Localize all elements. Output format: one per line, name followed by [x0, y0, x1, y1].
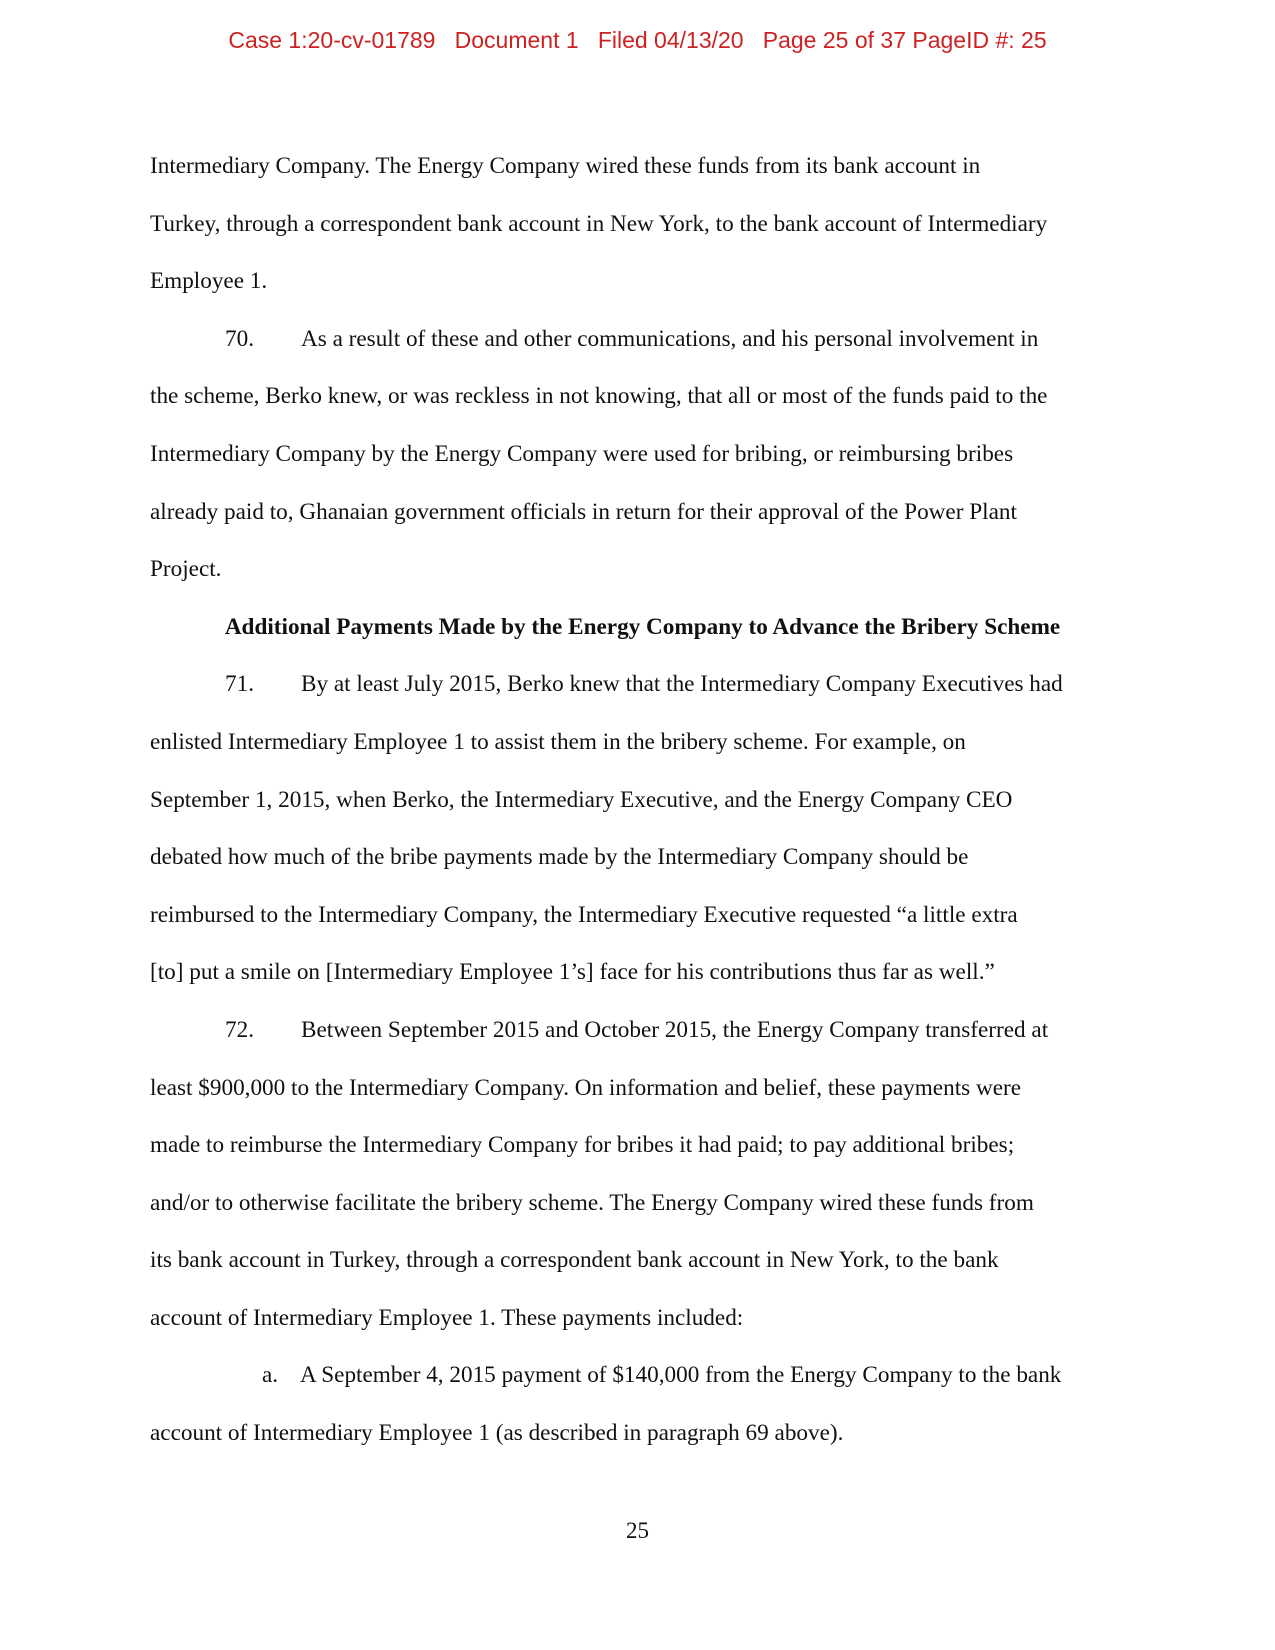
text-line: Between September 2015 and October 2015, the Energy Company transferred at [301, 1016, 1049, 1043]
paragraph-number: 71. [225, 671, 254, 698]
document-body [150, 138, 1135, 1463]
section-heading: Additional Payments Made by the Energy Company to Advance the Bribery Scheme [224, 613, 1061, 640]
text-line: Employee 1. [150, 268, 268, 295]
text-line: A September 4, 2015 payment of $140,000 from the Energy Company to the bank [300, 1362, 1062, 1389]
paragraph-first-line [150, 1002, 1135, 1060]
text-line: least $900,000 to the Intermediary Company. On information and belief, these payments were [150, 1074, 1022, 1101]
list-item-first-line [150, 1347, 1135, 1405]
text-line: reimbursed to the Intermediary Company, the Intermediary Executive requested “a little extra [150, 901, 1018, 928]
paragraph-first-line [150, 311, 1135, 369]
paragraph-number: 70. [225, 325, 254, 352]
text-line: the scheme, Berko knew, or was reckless in not knowing, that all or most of the funds paid to the [150, 383, 1048, 410]
text-line: made to reimburse the Intermediary Company for bribes it had paid; to pay additional bribes; [150, 1132, 1015, 1159]
text-line: Project. [150, 556, 222, 583]
text-line: Intermediary Company by the Energy Company were used for bribing, or reimbursing bribes [150, 440, 1014, 467]
text-line: and/or to otherwise facilitate the bribery scheme. The Energy Company wired these funds from [150, 1189, 1034, 1216]
text-line: its bank account in Turkey, through a correspondent bank account in New York, to the bank [150, 1247, 999, 1274]
page-number: 25 [626, 1518, 649, 1543]
text-line: debated how much of the bribe payments made by the Intermediary Company should be [150, 844, 969, 871]
text-line: [to] put a smile on [Intermediary Employee 1’s] face for his contributions thus far as well.” [150, 959, 995, 986]
text-line: Turkey, through a correspondent bank account in New York, to the bank account of Intermediary [150, 210, 1048, 237]
text-line: account of Intermediary Employee 1 (as described in paragraph 69 above). [150, 1420, 844, 1447]
case-header: Case 1:20-cv-01789 Document 1 Filed 04/13/20 Page 25 of 37 PageID #: 25 [228, 27, 1047, 53]
text-line: Intermediary Company. The Energy Company wired these funds from its bank account in [150, 153, 981, 179]
paragraph-number: 72. [225, 1016, 254, 1043]
text-line: As a result of these and other communications, and his personal involvement in [301, 325, 1039, 352]
list-item-a [150, 1347, 1135, 1462]
text-line: enlisted Intermediary Employee 1 to assist them in the bribery scheme. For example, on [150, 728, 966, 755]
text-line: September 1, 2015, when Berko, the Intermediary Executive, and the Energy Company CEO [150, 786, 1013, 813]
text-line: already paid to, Ghanaian government officials in return for their approval of the Power Plant [150, 498, 1017, 525]
paragraph-first-line [150, 656, 1135, 714]
paragraph-71 [150, 656, 1135, 1002]
list-marker: a. [262, 1362, 279, 1389]
text-line: account of Intermediary Employee 1. These payments included: [150, 1304, 744, 1331]
text-line: By at least July 2015, Berko knew that the Intermediary Company Executives had [301, 671, 1063, 698]
paragraph-72 [150, 1002, 1135, 1348]
paragraph-70 [150, 311, 1135, 599]
